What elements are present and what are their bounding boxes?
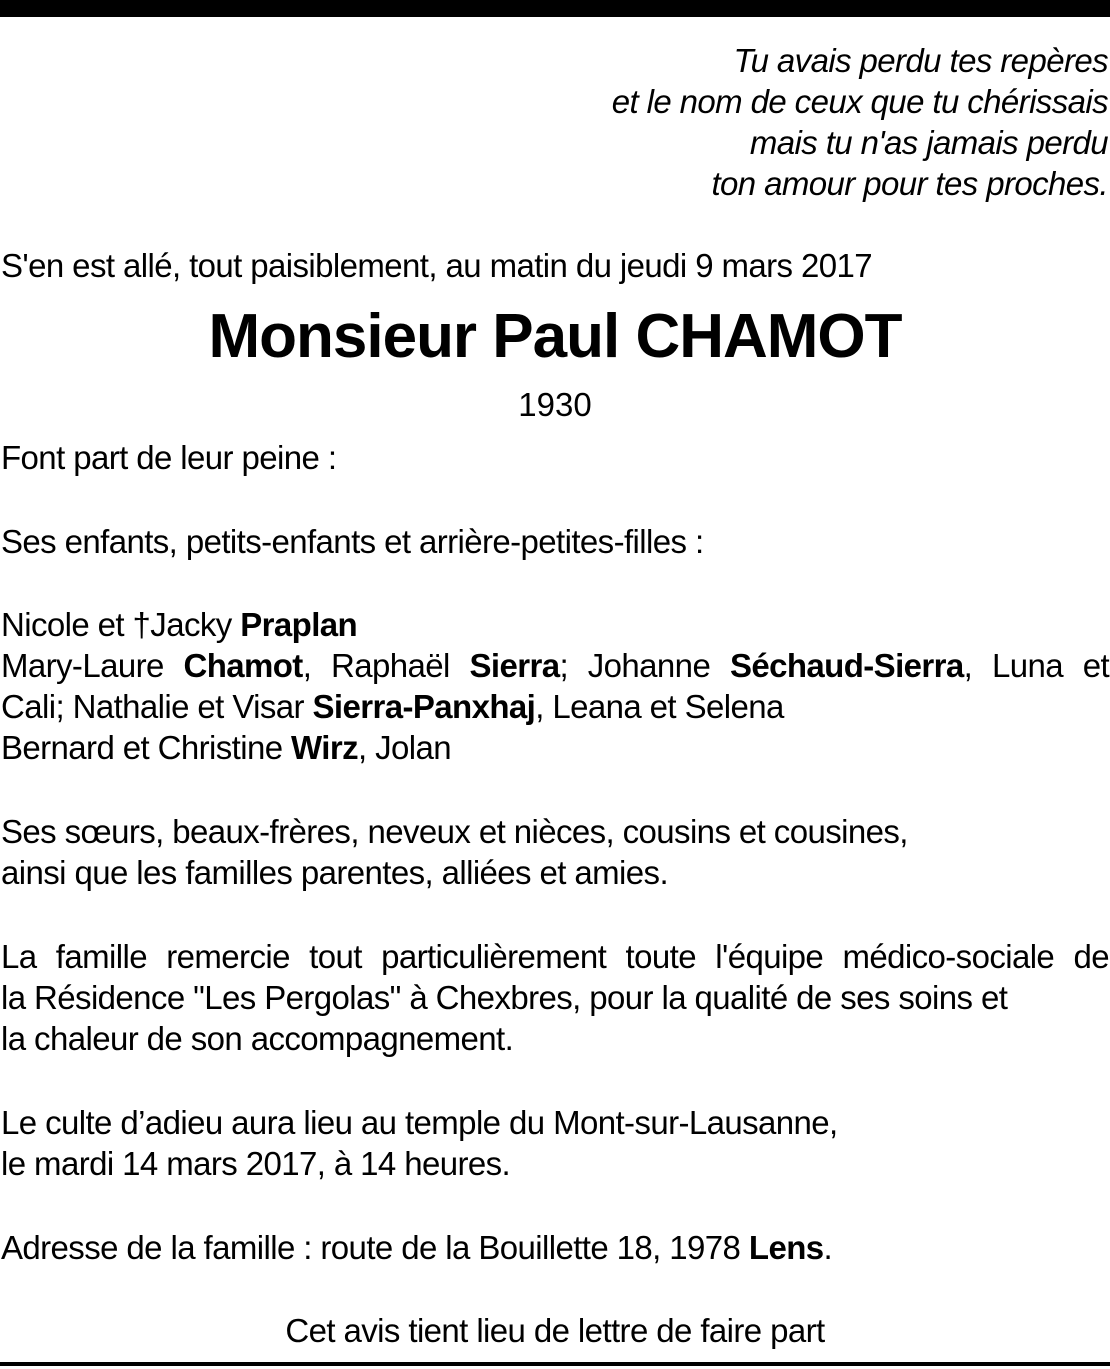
family-surname: Sierra	[469, 647, 560, 684]
thanks-line: la chaleur de son accompagnement.	[1, 1020, 514, 1057]
family-line-praplan	[1, 604, 357, 645]
family-text: ; Johanne	[559, 647, 730, 684]
birth-year: 1930	[518, 386, 592, 423]
family-surname: Sierra-Panxhaj	[312, 688, 536, 725]
thanks-line: La famille remercie tout particulièrement toute l'équipe médico-sociale de	[1, 938, 1109, 975]
family-text: Nicole et †Jacky	[1, 606, 241, 643]
address-text: Adresse de la famille : route de la Bouillette 18, 1978	[1, 1229, 749, 1266]
deceased-name: Monsieur Paul CHAMOT	[208, 302, 902, 371]
service-line: Le culte d’adieu aura lieu au temple du Mont-sur-Lausanne,	[1, 1104, 838, 1141]
children-heading: Ses enfants, petits-enfants et arrière-petites-filles :	[1, 523, 704, 560]
family-address	[1, 1227, 832, 1268]
footer-note: Cet avis tient lieu de lettre de faire part	[285, 1312, 825, 1349]
family-text: Mary-Laure	[1, 647, 184, 684]
poem-line: mais tu n'as jamais perdu	[749, 124, 1108, 161]
siblings-line: Ses sœurs, beaux-frères, neveux et nièces, cousins et cousines,	[1, 813, 908, 850]
bottom-rule	[0, 1362, 1110, 1366]
family-surname: Praplan	[240, 606, 358, 643]
address-town: Lens	[748, 1229, 824, 1266]
top-rule	[0, 0, 1110, 17]
intro-text: S'en est allé, tout paisiblement, au matin du jeudi 9 mars 2017	[1, 247, 873, 284]
family-surname: Wirz	[291, 729, 359, 766]
font-part-text: Font part de leur peine :	[1, 439, 337, 476]
address-text: .	[823, 1229, 833, 1266]
family-surname: Chamot	[183, 647, 303, 684]
family-text: , Raphaël	[302, 647, 470, 684]
family-text: Bernard et Christine	[1, 729, 292, 766]
poem-epigraph	[612, 40, 1108, 204]
family-text: Cali; Nathalie et Visar	[1, 688, 313, 725]
thanks-line: la Résidence "Les Pergolas" à Chexbres, pour la qualité de ses soins et	[1, 979, 1008, 1016]
family-line-wirz	[1, 727, 451, 768]
family-line-chamot	[1, 645, 1109, 686]
service-line: le mardi 14 mars 2017, à 14 heures.	[1, 1145, 511, 1182]
family-surname: Séchaud-Sierra	[729, 647, 964, 684]
siblings-line: ainsi que les familles parentes, alliées et amies.	[1, 854, 669, 891]
family-text: , Leana et Selena	[535, 688, 784, 725]
poem-line: ton amour pour tes proches.	[711, 165, 1108, 202]
poem-line: et le nom de ceux que tu chérissais	[611, 83, 1108, 120]
family-text: , Luna et	[963, 647, 1110, 684]
family-text: , Jolan	[358, 729, 452, 766]
family-line-sierra-panxhaj	[1, 686, 784, 727]
poem-line: Tu avais perdu tes repères	[733, 42, 1108, 79]
